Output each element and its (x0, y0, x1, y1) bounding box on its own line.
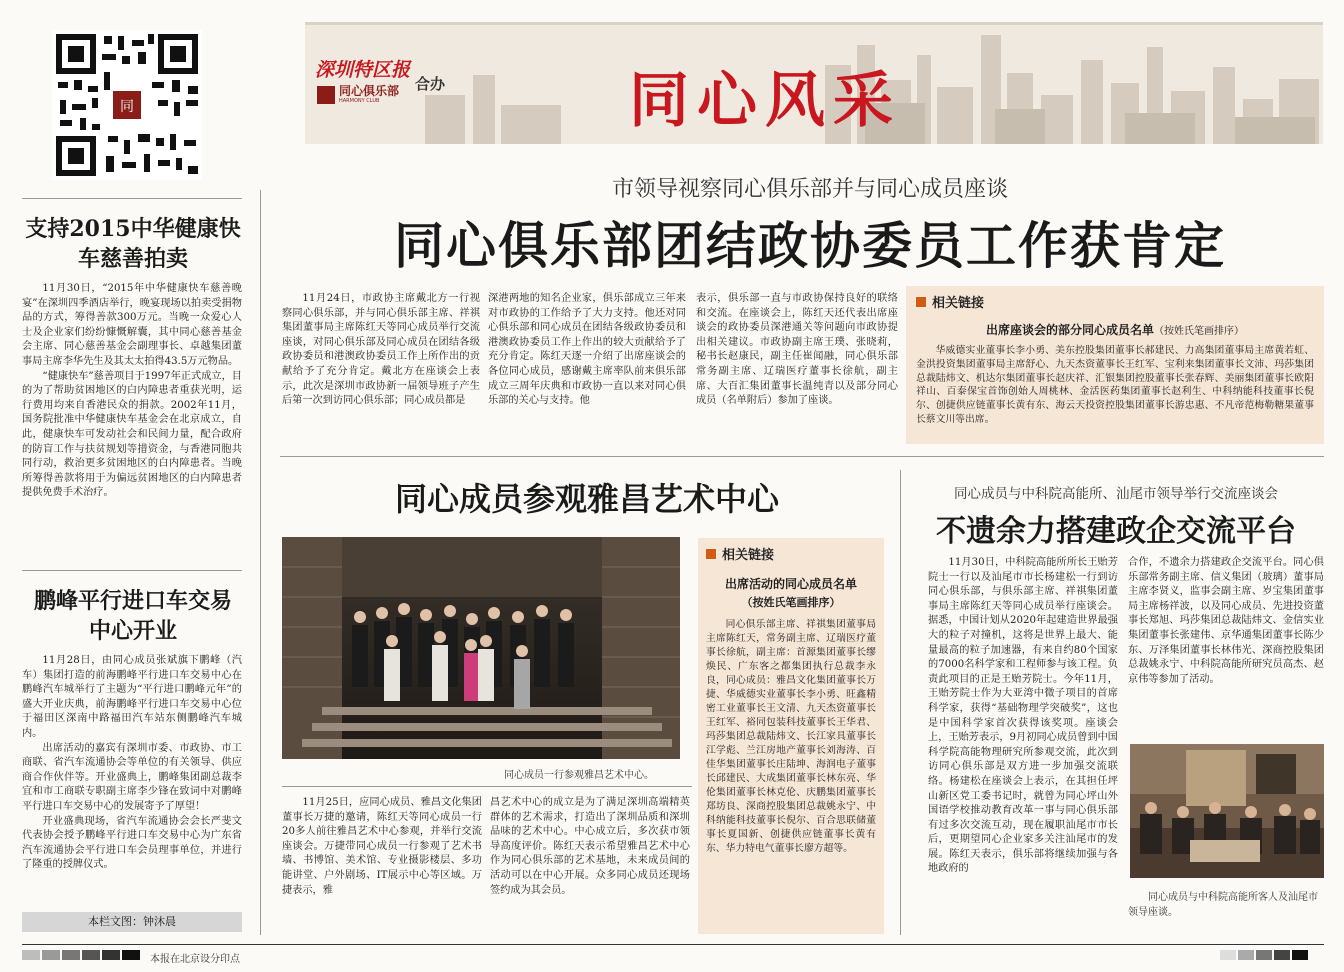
club-logo-icon (317, 86, 335, 104)
club-name: 同心俱乐部 (339, 84, 400, 98)
color-swatch (122, 950, 140, 960)
art-related-tag: 相关链接 (706, 544, 876, 563)
color-swatch (1292, 950, 1308, 960)
right-kicker: 同心成员与中科院高能所、汕尾市领导举行交流座谈会 (954, 486, 1278, 502)
color-swatch (102, 950, 120, 960)
art-related-title: 出席活动的同心成员名单 (724, 577, 857, 591)
color-swatch (82, 950, 100, 960)
art-related-text: 同心俱乐部主席、祥祺集团董事局主席陈红天，常务副主席、辽瑞医疗董事长徐航，副主席：首源集团董事长缪焕民、广东客之都集团执行总裁李永良，同心成员：雅昌文化集团董事长万捷、华威德实业董事长李小勇、旺鑫精密工业董事长王文清、九天杰资董事长王红军、裕同包装科技董事长王华君、玛莎集团总裁陆炜文、长江家具董事长江学彪、兰江房地产董事长刘海涛、百佳华集团董事长庄陆坤、海润电子董事长邱建民、大成集团董事长林东亮、华伦集团董事长林克伦、庆鹏集团董事长郑坊良、深商控股集团总裁姚永宁、中科纳能科技董事长倪尔、百合思联储董事长夏国新、创捷供应链董事长黄有东、华力特电气董事长廖方超等。 (706, 619, 876, 854)
qr-code-icon (52, 30, 202, 180)
story2-paragraph: 11月28日，由同心成员张斌旗下鹏峰（汽车）集团打造的前海鹏峰平行进口车交易中心在鹏峰汽车城举行了主题为“平行进口鹏峰元年”的盛大开业庆典，前海鹏峰平行进口车交易中心位于福田区深南中路福田汽车站东侧鹏峰汽车城内。 (22, 655, 242, 739)
art-related-box (698, 538, 884, 934)
art-photo-image (282, 537, 680, 759)
story-divider (22, 570, 242, 571)
column-masthead (305, 22, 1323, 144)
section-divider (280, 456, 1324, 457)
meeting-photo-image (1130, 744, 1324, 878)
story1-paragraph: “健康快车”慈善项目于1997年正式成立，目的为了帮助贫困地区的白内障患者重获光明，运行费用均来自香港民众的捐款。2002年11月，国务院批准中华健康快车基金会在北京成立，自此，健康快车可发动社会和民间力量，配合政府的防盲工作与扶贫规划等措资金，与香港同胞共同行动，救治更多贫困地区的白内障患者。当晚所筹得善款将用于为偏远贫困地区的白内障患者提供免费手术治疗。 (22, 370, 242, 499)
tag-square-icon (916, 297, 926, 307)
main-related-box (906, 286, 1324, 444)
art-photo-rule (282, 786, 692, 787)
art-column-2: 昌艺术中心的成立是为了满足深圳高端精英群体的艺术需求，打造出了深圳品质和深圳品味的艺术中心。中心成立后，多次获市领导高度评价。陈红天表示希望雅昌艺术中心作为同心俱乐部的艺术基地，未来成员间的活动可以在中心开展。众多同心成员还现场签约成为其会员。 (490, 797, 690, 896)
story2-paragraph: 出席活动的嘉宾有深圳市委、市政协、市工商联、省汽车流通协会等单位的有关领导、供应商合作伙伴等。开业盛典上，鹏峰集团副总裁李宜和市工商联专职副主席李少锋在致词中对鹏峰平行进口车交易中心的发展寄予了厚望！ (22, 742, 242, 812)
right-headline: 不遗余力搭建政企交流平台 (936, 514, 1296, 549)
color-bar-right (1220, 950, 1308, 960)
art-related-note: （按姓氏笔画排序） (741, 596, 841, 609)
story1-body (22, 282, 242, 558)
color-swatch (1274, 950, 1290, 960)
tag-square-icon (706, 549, 716, 559)
right-column-2: 合作，不遗余力搭建政企交流平台。同心俱乐部常务副主席、信义集团（玻璃）董事局主席李贤义，监事会副主席、岁宝集团董事局主席杨祥波，以及同心成员、先进投资董事长郑旭、玛莎集团总裁陆炜文、金信实业集团董事长张建伟、京华通集团董事长陈少东、万泽集团董事长林伟光、深商控股集团总裁姚永宁、中科院高能所研究员高杰、赵京伟等参加了活动。 (1128, 557, 1324, 685)
paper-name: 深圳特区报 (315, 59, 411, 81)
art-photo (282, 537, 680, 759)
svg-text:同: 同 (120, 99, 134, 115)
art-column-1: 11月25日，应同心成员、雅昌文化集团董事长万捷的邀请，陈红天等同心成员一行20多人前往雅昌艺术中心参观，并举行交流座谈会。万捷带同心成员一行参观了艺术书墙、书博馆、美术馆、专业摄影楼层、多功能讲堂、户外剧场、IT展示中心等区域。万捷表示，雅 (282, 797, 482, 896)
qr-code[interactable] (52, 30, 202, 180)
main-column-1: 11月24日，市政协主席戴北方一行视察同心俱乐部，并与同心俱乐部主席、祥祺集团董事局主席陈红天等同心成员举行交流座谈，对同心俱乐部及同心成员在团结各级政协委员和港澳政协委员工作上所作出的贡献给予了充分肯定。戴北方在座谈会上表示，此次是深圳市政协新一届领导班子产生后第一次到访同心俱乐部；同心成员都是 (282, 293, 480, 407)
story1-paragraph: 11月30日，“2015年中华健康快车慈善晚宴”在深圳四季酒店举行，晚宴现场以拍卖受捐物品的方式，筹得善款300万元。当晚一众爱心人士及企业家们纷纷慷慨解囊，其中同心慈善基金会主席、同心慈善基金会副理事长、卓越集团董事局主席李华先生及其太太拍得43.5万元物品。 (22, 283, 242, 367)
club-name-en: HARMONY CLUB (339, 98, 380, 104)
art-photo-caption: 同心成员一行参观雅昌艺术中心。 (504, 770, 654, 781)
main-related-text: 华威德实业董事长李小勇、美东控股集团董事长郝建民、力高集团董事局主席黄若虹、金洪投资集团董事局主席舒心、九天杰资董事长王红军、宝利来集团董事长文沛、玛莎集团总裁陆炜文、机达尔集团董事长赵庆祥、汇银集团控股董事长张春辉、美丽集团董事长欧阳祥山、百泰保宝首饰创始人周桃林、金活医药集团董事长赵利生、中科纳能科技董事长倪尔、创捷供应链董事长黄有东、海云天投资控股集团董事长游忠惠、不凡帝范梅勒糖果董事长蔡文川等出席。 (916, 345, 1314, 425)
column-title: 同心风采 (629, 66, 901, 136)
right-column-1: 11月30日，中科院高能所所长王贻芳院士一行以及汕尾市市长杨建松一行到访同心俱乐部，与俱乐部主席、祥祺集团董事局主席陈红天等同心成员举行座谈会。据悉，中国计划从2020年起建造世界最强大的粒子对撞机，这将是世界上最大、能量最高的粒子加速器，有来自约80个国家的7000名科学家和工程师参与该工程。负责此项目的正是王贻芳院士。今年11月，王贻芳院士作为大亚湾中微子项目的首席科学家，获得“基础物理学突破奖”，这也是中国科学家首次获得该奖项。座谈会上，王贻芳表示，9月初同心成员曾到中国科学院高能物理研究所参观交流，此次到访同心俱乐部是双方进一步加强交流联络。杨建松在座谈会上表示，在其担任坪山新区党工委书记时，就曾为同心坪山外国语学校推动教育改革一事与同心俱乐部有过多次交流互动，现在履职汕尾市市长后，更期望同心企业家多关注汕尾市的发展。陈红天表示，俱乐部将继续加强与各地政府的 (928, 557, 1118, 875)
print-note: 本报在北京设分印点 (150, 954, 240, 965)
co-host-label: 合办 (415, 75, 446, 93)
color-bar (22, 950, 140, 960)
footer-rule (22, 944, 1324, 945)
main-headline: 同心俱乐部团结政协委员工作获肯定 (394, 216, 1226, 275)
editor-credit: 本栏文图：钟沐晨 (22, 912, 242, 932)
main-related-title: 出席座谈会的部分同心成员名单（按姓氏笔画排序） (985, 323, 1244, 337)
section-vertical-divider (900, 470, 901, 935)
main-kicker: 市领导视察同心俱乐部并与同心成员座谈 (611, 177, 1008, 202)
art-headline: 同心成员参观雅昌艺术中心 (394, 480, 779, 518)
color-swatch (22, 950, 40, 960)
main-column-3: 表示，俱乐部一直与市政协保持良好的联络和交流。在座谈会上，陈红天还代表出席座谈会的政协委员深港通关等问题向市政协提出相关建议。市政协副主席王璞、张晓莉，秘书长赵康民，副主任崔闻融，同心俱乐部常务副主席、辽瑞医疗董事长徐航，副主席、大百汇集团董事长温纯青以及部分同心成员（名单附后）参加了座谈。 (696, 293, 898, 407)
color-swatch (1220, 950, 1236, 960)
main-related-tag: 相关链接 (916, 292, 1314, 311)
left-column-divider (260, 190, 261, 935)
story2-body (22, 654, 242, 904)
color-swatch (1238, 950, 1254, 960)
story1-title: 支持2015中华健康快车慈善拍卖 (25, 216, 241, 272)
color-swatch (42, 950, 60, 960)
story2-paragraph: 开业盛典现场，省汽车流通协会会长严斐文代表协会授予鹏峰平行进口车交易中心为广东省汽车流通协会平行进口车会员理事单位，并进行了隆重的授牌仪式。 (22, 815, 242, 871)
meeting-photo-caption: 同心成员与中科院高能所客人及汕尾市领导座谈。 (1128, 892, 1318, 918)
color-swatch (62, 950, 80, 960)
meeting-photo (1130, 744, 1324, 878)
story2-title: 鹏峰平行进口车交易中心开业 (33, 588, 232, 644)
main-column-2: 深港两地的知名企业家，俱乐部成立三年来对市政协的工作给予了大力支持。他还对同心俱乐部和同心成员在团结各级政协委员和港澳政协委员工作上作出的较大贡献给予了充分肯定。陈红天逐一介绍了出席座谈会的各位同心成员，感谢戴主席率队前来俱乐部成立三周年庆典和市政协一直以来对同心俱乐部的关心与支持。他 (488, 293, 686, 407)
left-column-top-rule (22, 198, 242, 199)
club-logo (317, 85, 399, 104)
color-swatch (1256, 950, 1272, 960)
